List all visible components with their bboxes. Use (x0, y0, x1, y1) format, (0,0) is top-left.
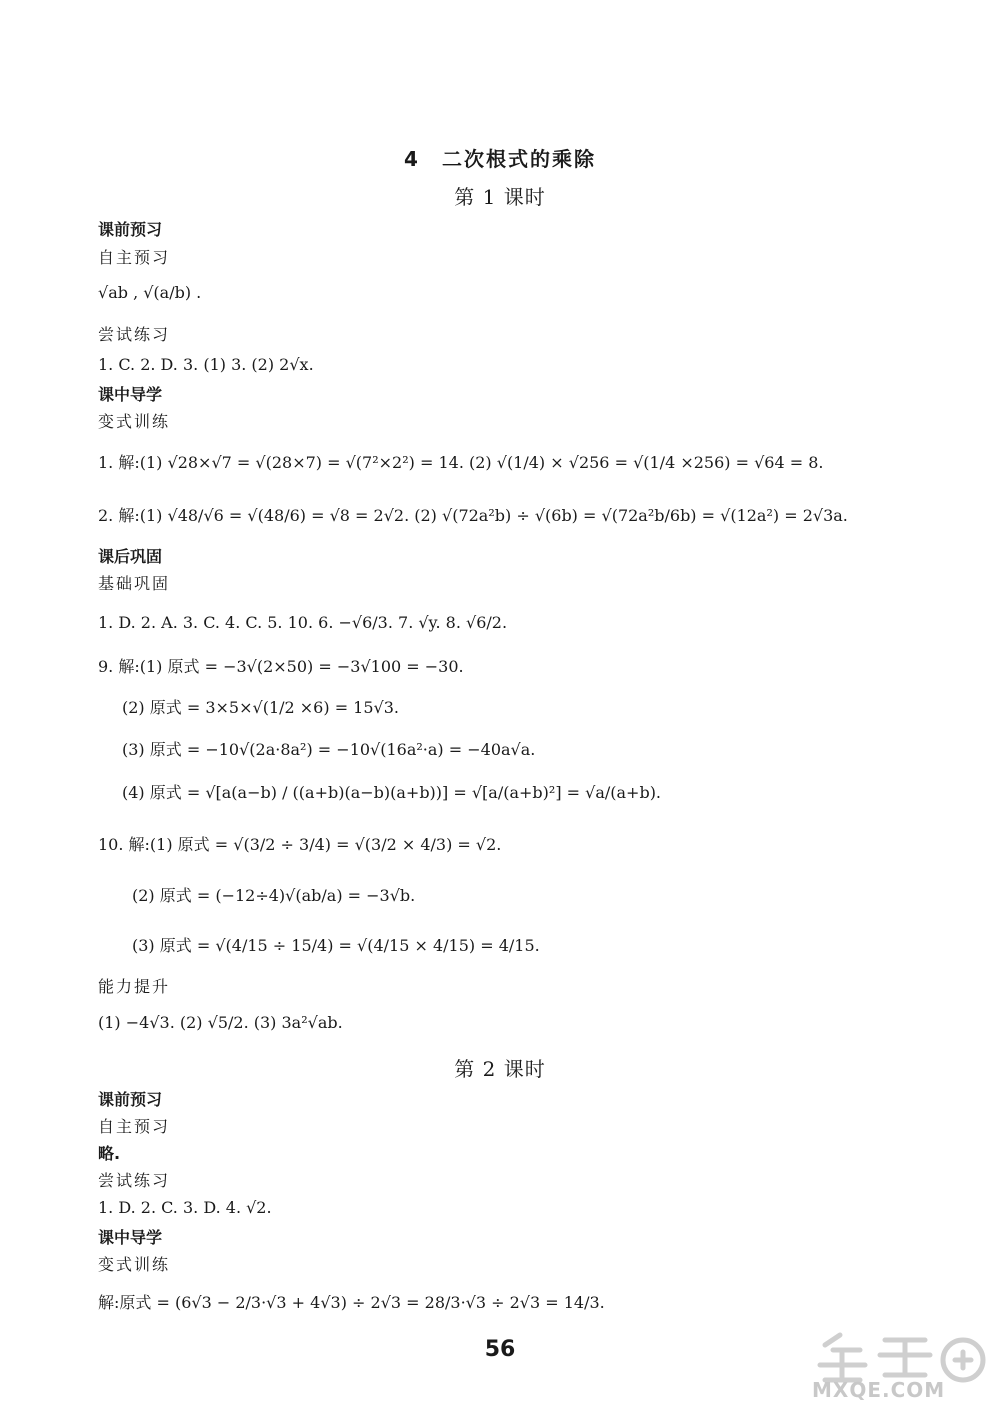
lesson1-line-10: 基础巩固 (98, 574, 171, 593)
lesson2-line-2: 略. (98, 1144, 121, 1163)
lesson2-line-3: 尝试练习 (98, 1171, 171, 1190)
lesson1-line-11: 1. D. 2. A. 3. C. 4. C. 5. 10. 6. −√6/3. 7. √y. 8. √6/2. (98, 613, 508, 632)
watermark-text: MXQE.COM (812, 1378, 946, 1402)
lesson1-heading: 第 1 课时 (454, 185, 546, 209)
section-title-text: 二次根式的乘除 (441, 147, 596, 171)
lesson1-line-16: 10. 解:(1) 原式 = √(3/2 ÷ 3/4) = √(3/2 × 4/3) = √2. (98, 835, 502, 854)
lesson1-line-20: (1) −4√3. (2) √5/2. (3) 3a²√ab. (98, 1013, 343, 1032)
lesson2-line-1: 自主预习 (98, 1117, 171, 1136)
lesson1-line-4: 1. C. 2. D. 3. (1) 3. (2) 2√x. (98, 355, 314, 374)
section-title (0, 143, 1000, 172)
lesson1-line-7: 1. 解:(1) √28×√7 = √(28×7) = √(7²×2²) = 14. (2) √(1/4) × √256 = √(1/4 ×256) = √64 = 8. (98, 453, 824, 472)
lesson2-line-7: 解:原式 = (6√3 − 2/3·√3 + 4√3) ÷ 2√3 = 28/3·√3 ÷ 2√3 = 14/3. (98, 1293, 605, 1312)
lesson1-line-3: 尝试练习 (98, 325, 171, 344)
lesson1-line-19: 能力提升 (98, 977, 171, 996)
lesson1-line-18: (3) 原式 = √(4/15 ÷ 15/4) = √(4/15 × 4/15) = 4/15. (132, 936, 540, 955)
lesson1-line-9: 课后巩固 (98, 547, 163, 566)
lesson1-line-8: 2. 解:(1) √48/√6 = √(48/6) = √8 = 2√2. (2) √(72a²b) ÷ √(6b) = √(72a²b/6b) = √(12a²) = 2√3a. (98, 506, 848, 525)
lesson2-line-4: 1. D. 2. C. 3. D. 4. √2. (98, 1198, 272, 1217)
lesson2-line-6: 变式训练 (98, 1255, 171, 1274)
lesson1-line-2: √ab , √(a/b) . (98, 283, 202, 302)
lesson1-line-5: 课中导学 (98, 385, 163, 404)
lesson1-line-15: (4) 原式 = √[a(a−b) / ((a+b)(a−b)(a+b))] = √[a/(a+b)²] = √a/(a+b). (122, 783, 662, 802)
lesson2-line-0: 课前预习 (98, 1090, 163, 1109)
section-number: 4 (404, 147, 420, 171)
lesson1-line-0: 课前预习 (98, 220, 163, 239)
lesson1-line-13: (2) 原式 = 3×5×√(1/2 ×6) = 15√3. (122, 698, 400, 717)
lesson2-line-5: 课中导学 (98, 1228, 163, 1247)
page-number: 56 (484, 1337, 516, 1362)
lesson1-line-12: 9. 解:(1) 原式 = −3√(2×50) = −3√100 = −30. (98, 657, 464, 676)
lesson2-heading: 第 2 课时 (454, 1057, 546, 1081)
lesson1-line-17: (2) 原式 = (−12÷4)√(ab/a) = −3√b. (132, 886, 416, 905)
lesson1-line-6: 变式训练 (98, 412, 171, 431)
lesson1-line-14: (3) 原式 = −10√(2a·8a²) = −10√(16a²·a) = −40a√a. (122, 740, 536, 759)
lesson1-line-1: 自主预习 (98, 248, 171, 267)
